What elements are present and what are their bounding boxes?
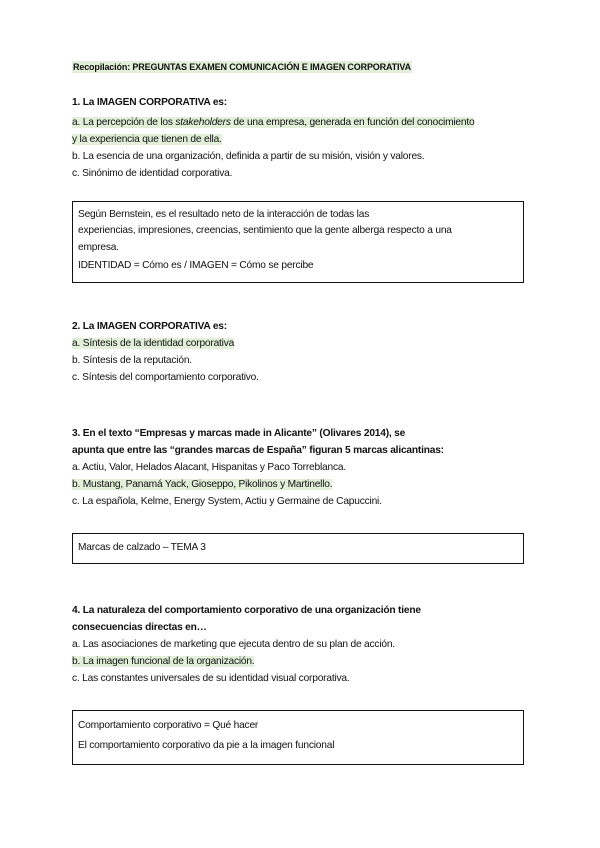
question-1-option-a-continued xyxy=(72,131,532,148)
note-line: Comportamiento corporativo = Qué hacer xyxy=(78,720,259,731)
note-line: Según Bernstein, es el resultado neto de la interacción de todas las xyxy=(78,209,370,220)
question-1-note-box xyxy=(72,201,524,283)
option-b-text: b. Mustang, Panamá Yack, Gioseppo, Pikolinos y Martinello. xyxy=(72,479,333,490)
question-4-title-line2: consecuencias directas en… xyxy=(72,622,207,633)
question-3-note-box xyxy=(72,533,524,564)
question-4-option-b xyxy=(72,653,532,670)
question-3 xyxy=(72,425,532,510)
question-4-option-c: c. Las constantes universales de su identidad visual corporativa. xyxy=(72,673,350,684)
option-a-text: a. Síntesis de la identidad corporativa xyxy=(72,338,235,349)
note-line: IDENTIDAD = Cómo es / IMAGEN = Cómo se percibe xyxy=(78,259,314,271)
question-3-option-c: c. La española, Kelme, Energy System, Actiu y Germaine de Capuccini. xyxy=(72,496,382,507)
question-1-option-c: c. Sinónimo de identidad corporativa. xyxy=(72,168,233,179)
question-3-title-line2: apunta que entre las “grandes marcas de España” figuran 5 marcas alicantinas: xyxy=(72,445,444,456)
question-2-option-c: c. Síntesis del comportamiento corporativo. xyxy=(72,372,259,383)
question-2 xyxy=(72,318,532,386)
option-a-line2: y la experiencia que tienen de ella. xyxy=(72,134,222,145)
question-4-note-box xyxy=(72,710,524,765)
question-2-title: 2. La IMAGEN CORPORATIVA es: xyxy=(72,321,227,332)
question-4-title: 4. La naturaleza del comportamiento corporativo de una organización tiene xyxy=(72,605,421,616)
question-1 xyxy=(72,94,532,182)
question-2-option-b: b. Síntesis de la reputación. xyxy=(72,355,192,366)
question-1-title: 1. La IMAGEN CORPORATIVA es: xyxy=(72,97,227,108)
question-4-option-a: a. Las asociaciones de marketing que ejecuta dentro de su plan de acción. xyxy=(72,639,395,650)
note-line: empresa. xyxy=(78,241,119,253)
option-a-text: a. La percepción de los xyxy=(72,117,176,128)
question-2-option-a xyxy=(72,335,532,352)
note-line: El comportamiento corporativo da pie a la imagen funcional xyxy=(78,740,335,752)
question-4 xyxy=(72,602,532,687)
document-header: Recopilación: PREGUNTAS EXAMEN COMUNICACIÓN E IMAGEN CORPORATIVA xyxy=(73,62,411,72)
option-b-text: b. La imagen funcional de la organización. xyxy=(72,656,255,667)
note-line: experiencias, impresiones, creencias, sentimiento que la gente alberga respecto a una xyxy=(78,225,452,237)
question-3-title: 3. En el texto “Empresas y marcas made in Alicante” (Olivares 2014), se xyxy=(72,428,406,439)
question-1-option-a xyxy=(72,114,532,131)
option-a-emphasis: stakeholders xyxy=(175,117,231,128)
question-3-option-a: a. Actiu, Valor, Helados Alacant, Hispanitas y Paco Torreblanca. xyxy=(72,462,346,473)
question-1-option-b: b. La esencia de una organización, definida a partir de su misión, visión y valores. xyxy=(72,151,425,162)
question-3-option-b xyxy=(72,476,532,493)
note-line: Marcas de calzado – TEMA 3 xyxy=(78,542,206,553)
option-a-text-end: de una empresa, generada en función del conocimiento xyxy=(230,117,475,128)
